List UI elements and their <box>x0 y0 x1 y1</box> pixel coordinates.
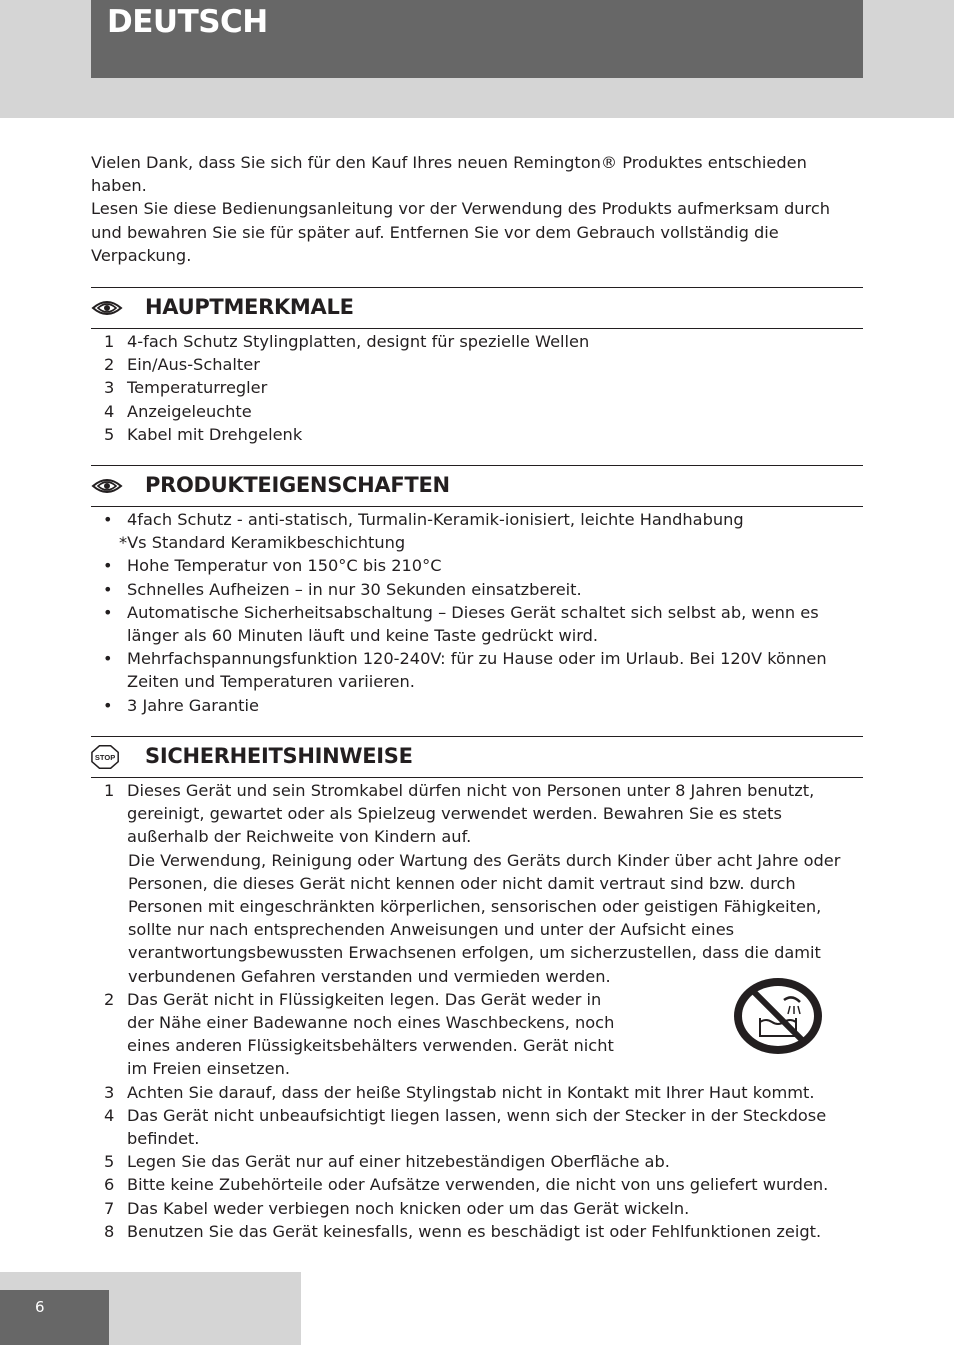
item-text: Das Gerät nicht in Flüssigkeiten legen. Das Gerät weder in der Nähe einer Badewanne noch eines Waschbeckens, noch eines anderen Flüssigkeitsbehälters verwenden. Gerät nicht im Freien einsetzen. <box>127 989 615 1079</box>
page-number-box <box>0 1290 109 1345</box>
page-number: 6 <box>35 1298 45 1316</box>
section-rule-top <box>91 736 863 737</box>
item-number: 2 <box>104 989 115 1009</box>
item-text: Automatische Sicherheitsabschaltung – Dieses Gerät schaltet sich selbst ab, wenn es länger als 60 Minuten läuft und keine Taste gedrückt wird. <box>127 602 819 646</box>
section-title: PRODUKTEIGENSCHAFTEN <box>145 473 450 497</box>
item-text: Achten Sie darauf, dass der heiße Stylingstab nicht in Kontakt mit Ihrer Haut kommt. <box>127 1082 815 1102</box>
no-water-icon <box>732 976 824 1056</box>
list-item <box>91 423 863 446</box>
list-item <box>91 1173 863 1196</box>
item-text: Legen Sie das Gerät nur auf einer hitzebeständigen Oberfläche ab. <box>127 1152 670 1172</box>
item-text: Hohe Temperatur von 150°C bis 210°C <box>127 556 442 576</box>
item-text: 3 Jahre Garantie <box>127 695 259 715</box>
list-item <box>91 779 863 988</box>
list-item <box>91 1104 863 1150</box>
item-number: 3 <box>104 1082 115 1102</box>
page-title: DEUTSCH <box>107 4 268 40</box>
stop-icon-label: STOP <box>94 752 116 762</box>
item-text: Kabel mit Drehgelenk <box>127 424 303 444</box>
list-item <box>91 1081 863 1104</box>
bullet: • <box>103 556 113 576</box>
eye-icon <box>91 297 123 319</box>
item-number: 1 <box>104 332 115 351</box>
item-number: 2 <box>104 355 115 375</box>
list-item <box>91 601 863 647</box>
item-number: 6 <box>104 1175 115 1195</box>
features-list <box>91 330 863 446</box>
bullet: • <box>103 649 113 669</box>
item-subtext: *Vs Standard Keramikbeschichtung <box>119 533 406 553</box>
item-text: Dieses Gerät und sein Stromkabel dürfen nicht von Personen unter 8 Jahren benutzt, gereinigt, gewartet oder als Spielzeug verwendet werden. Bewahren Sie es stets außerhalb der Reichweite von Kindern auf. <box>127 781 815 847</box>
list-item <box>91 508 863 554</box>
list-item <box>91 376 863 399</box>
header-title-box <box>91 0 863 78</box>
item-number: 7 <box>104 1198 115 1218</box>
item-text: Das Gerät nicht unbeaufsichtigt liegen lassen, wenn sich der Stecker in der Steckdose befindet. <box>127 1105 827 1149</box>
list-item <box>91 1150 863 1173</box>
list-item <box>91 353 863 376</box>
item-subtext: Die Verwendung, Reinigung oder Wartung des Geräts durch Kinder über acht Jahre oder Personen, die dieses Gerät nicht kennen oder nicht damit vertraut sind bzw. durch Personen mit eingeschränkten körperlichen, sensorischen oder geistigen Fähigkeiten, sollte nur nach entsprechenden Anweisungen und unter der Aufsicht eines verantwortungsbewussten Erwachsenen erfolgen, um sicherzustellen, dass die damit verbundenen Gefahren verstanden und vermieden werden. <box>128 850 841 986</box>
item-text: 4fach Schutz - anti-statisch, Turmalin-Keramik-ionisiert, leichte Handhabung <box>127 510 744 529</box>
item-number: 3 <box>104 378 115 398</box>
list-item <box>91 578 863 601</box>
item-number: 5 <box>104 1152 115 1172</box>
item-text: 4-fach Schutz Stylingplatten, designt für spezielle Wellen <box>127 332 590 351</box>
item-number: 4 <box>104 401 115 421</box>
list-item <box>91 400 863 423</box>
item-text: Bitte keine Zubehörteile oder Aufsätze verwenden, die nicht von uns geliefert wurden. <box>127 1175 829 1195</box>
item-text: Schnelles Aufheizen – in nur 30 Sekunden einsatzbereit. <box>127 579 582 599</box>
list-item <box>91 647 863 693</box>
properties-list <box>91 508 863 717</box>
list-item <box>91 694 863 717</box>
item-text: Temperaturregler <box>127 378 268 398</box>
item-text: Das Kabel weder verbiegen noch knicken oder um das Gerät wickeln. <box>127 1198 690 1218</box>
item-text: Ein/Aus-Schalter <box>127 355 260 375</box>
item-number: 5 <box>104 424 115 444</box>
section-rule-top <box>91 465 863 466</box>
item-text: Mehrfachspannungsfunktion 120-240V: für zu Hause oder im Urlaub. Bei 120V können Zeiten und Temperaturen variieren. <box>127 649 827 692</box>
list-item <box>91 1197 863 1220</box>
section-rule-bottom <box>91 328 863 329</box>
bullet: • <box>103 602 113 622</box>
stop-icon <box>91 744 121 770</box>
bullet: • <box>103 695 113 715</box>
item-number: 8 <box>104 1221 115 1241</box>
list-item <box>91 330 863 353</box>
item-text: Anzeigeleuchte <box>127 401 252 421</box>
list-item <box>91 554 863 577</box>
item-number: 1 <box>104 781 115 800</box>
section-title: SICHERHEITSHINWEISE <box>145 744 413 768</box>
bullet: • <box>103 579 113 599</box>
intro-paragraph-2: Lesen Sie diese Bedienungsanleitung vor der Verwendung des Produkts aufmerksam durch und bewahren Sie sie für später auf. Entfernen Sie vor dem Gebrauch vollständig die Verpackung. <box>91 199 830 265</box>
section-header-sicherheitshinweise <box>91 736 863 778</box>
section-title: HAUPTMERKMALE <box>145 295 354 319</box>
intro-paragraph-1: Vielen Dank, dass Sie sich für den Kauf Ihres neuen Remington® Produktes entschieden haben. <box>91 153 807 196</box>
eye-icon <box>91 475 123 497</box>
item-number: 4 <box>104 1105 115 1125</box>
item-text: Benutzen Sie das Gerät keinesfalls, wenn es beschädigt ist oder Fehlfunktionen zeigt. <box>127 1221 822 1241</box>
section-header-produkteigenschaften <box>91 465 863 507</box>
list-item <box>91 988 627 1081</box>
section-rule-bottom <box>91 777 863 778</box>
bullet: • <box>103 510 113 529</box>
section-rule-top <box>91 287 863 288</box>
section-rule-bottom <box>91 506 863 507</box>
intro-text <box>91 151 861 267</box>
section-header-hauptmerkmale <box>91 287 863 329</box>
list-item <box>91 1220 863 1243</box>
